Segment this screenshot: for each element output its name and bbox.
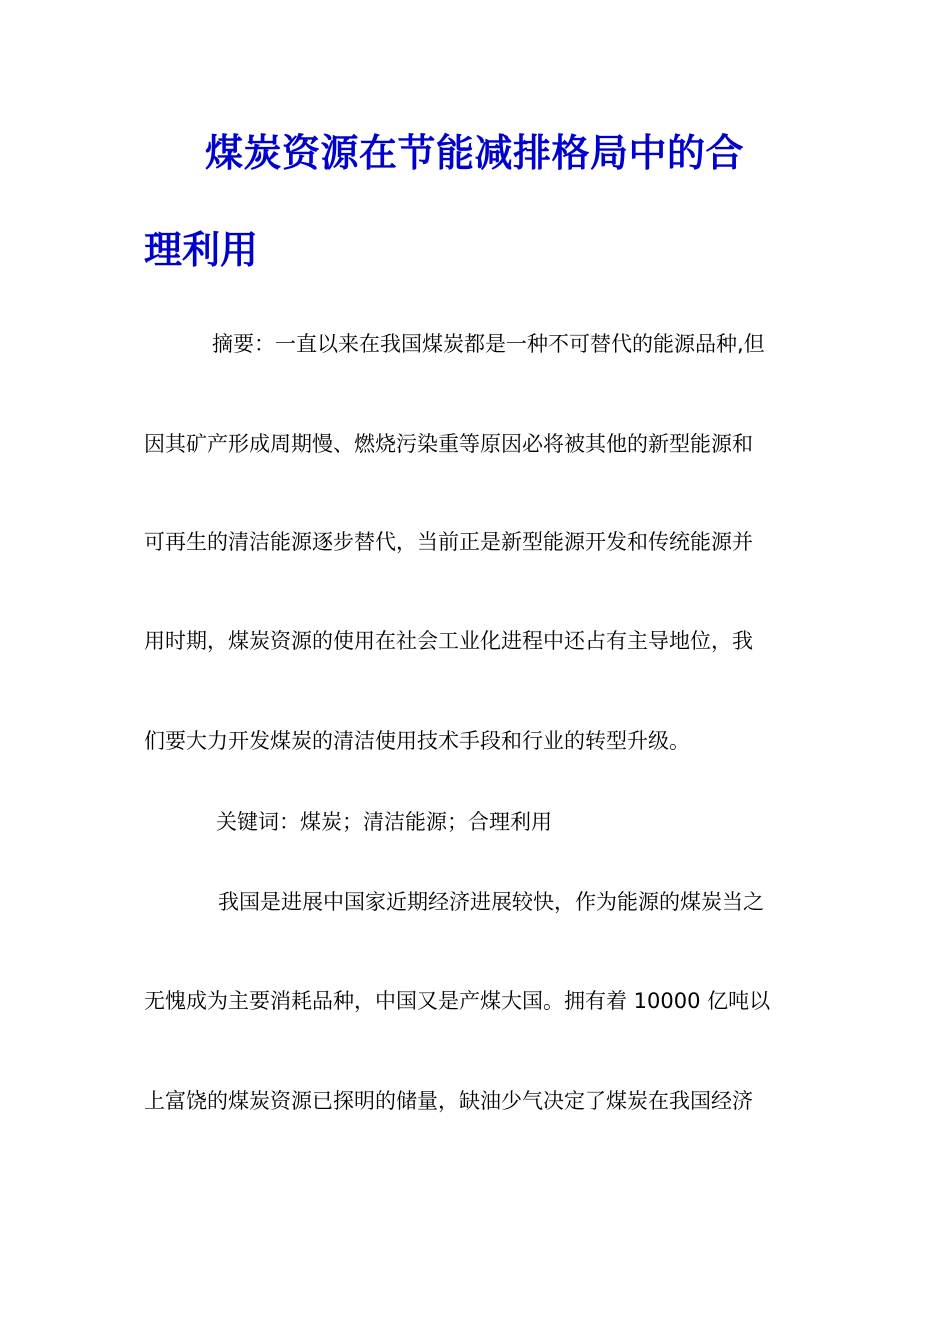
document-title-line-2: 理利用	[144, 228, 259, 272]
document-title-line-1: 煤炭资源在节能减排格局中的合	[205, 131, 745, 175]
abstract-line-3: 可再生的清洁能源逐步替代，当前正是新型能源开发和传统能源并	[144, 530, 753, 554]
abstract-line-2: 因其矿产形成周期慢、燃烧污染重等原因必将被其他的新型能源和	[144, 432, 753, 456]
body-line-3: 上富饶的煤炭资源已探明的储量，缺油少气决定了煤炭在我国经济	[144, 1089, 753, 1113]
abstract-line-4: 用时期，煤炭资源的使用在社会工业化进程中还占有主导地位，我	[144, 629, 753, 653]
keywords-line: 关键词：煤炭；清洁能源；合理利用	[216, 810, 552, 834]
abstract-line-1: 摘要：一直以来在我国煤炭都是一种不可替代的能源品种,但	[212, 332, 765, 356]
abstract-line-5: 们要大力开发煤炭的清洁使用技术手段和行业的转型升级。	[144, 729, 690, 753]
body-line-1: 我国是进展中国家近期经济进展较快，作为能源的煤炭当之	[218, 890, 764, 914]
body-line-2: 无愧成为主要消耗品种，中国又是产煤大国。拥有着 10000 亿吨以	[144, 989, 771, 1013]
